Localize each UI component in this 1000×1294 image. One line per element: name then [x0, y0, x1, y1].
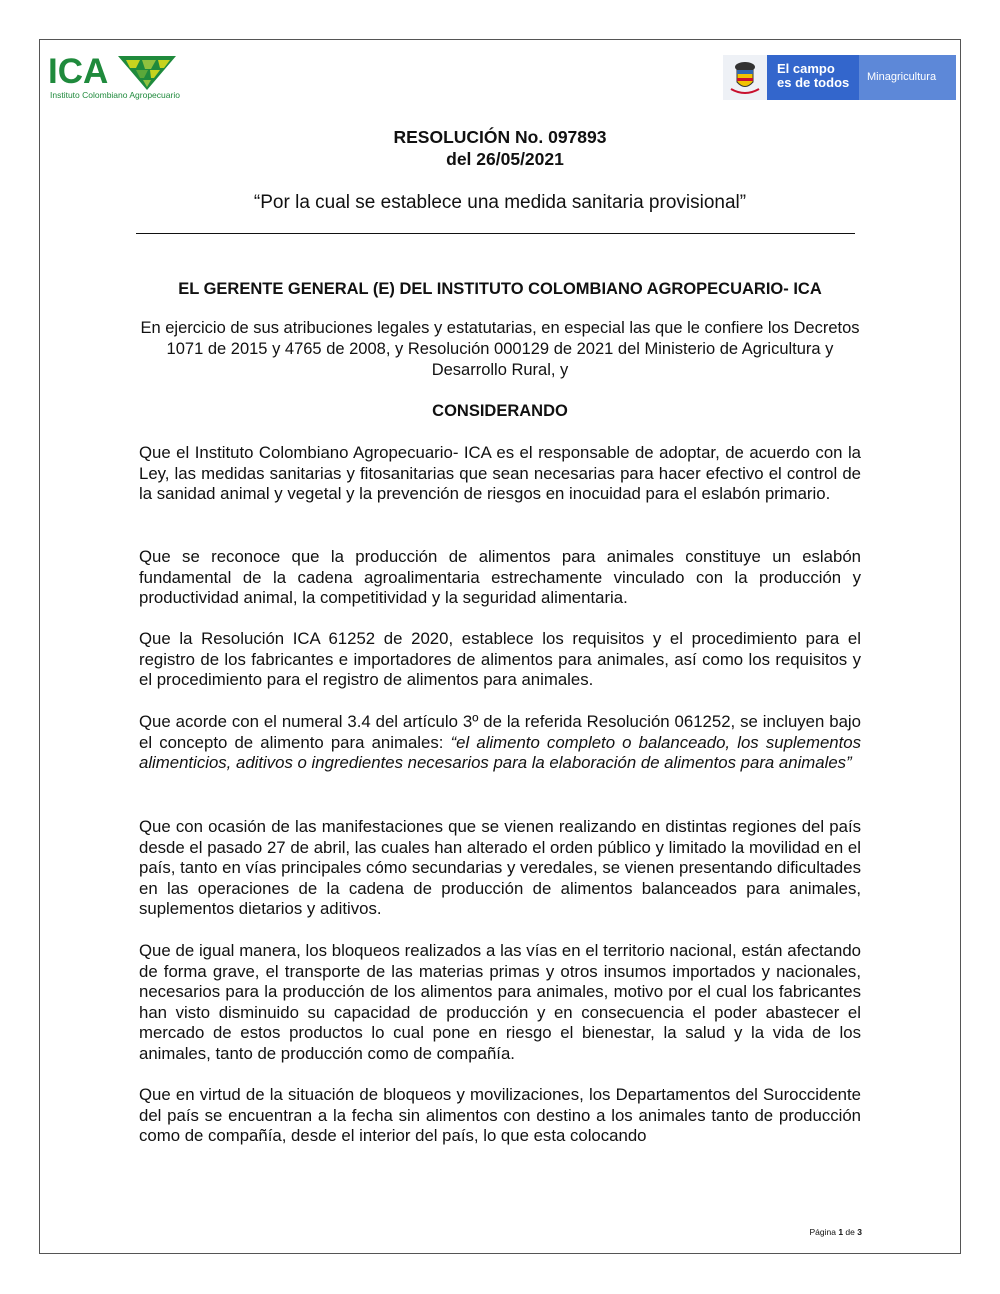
ministry-name: Minagricultura	[867, 71, 937, 83]
page-of: de	[845, 1227, 855, 1237]
ica-chevron-icon	[118, 56, 176, 90]
gov-slogan-panel	[767, 55, 859, 100]
page-number	[760, 1227, 862, 1237]
page-current: 1	[838, 1227, 844, 1237]
considerando-paragraph: Que se reconoce que la producción de alimentos para animales constituye un eslabón fundamental de la cadena agroalimentaria estrechamente vinculado con la producción y productividad animal, la competitividad y la seguridad alimentaria.	[139, 547, 861, 608]
legal-powers: En ejercicio de sus atribuciones legales y estatutarias, en especial las que le confiere los Decretos 1071 de 2015 y 4765 de 2008, y Resolución 000129 de 2021 del Ministerio de Agricultura y Desarrollo Rural, y	[140, 319, 860, 379]
ica-logo-subtitle: Instituto Colombiano Agropecuario	[50, 90, 180, 100]
coat-of-arms-icon	[723, 55, 767, 100]
considerando-paragraph	[139, 712, 861, 774]
quoted-definition: “el alimento completo o balanceado, los suplementos alimenticios, aditivos o ingredientes necesarios para la elaboración de alimentos para animales”	[139, 732, 861, 773]
resolution-date: del 26/05/2021	[446, 149, 564, 169]
ministry-panel	[859, 55, 956, 100]
considerando-paragraph: Que de igual manera, los bloqueos realizados a las vías en el territorio nacional, están afectando de forma grave, el transporte de las materias primas y otros insumos importados y nacionales, necesarios para la producción de los alimentos para animales, motivo por el cual los fabricantes han visto disminuido su capacidad de producción y en consecuencia el poder abastecer el mercado de estos productos lo cual pone en riesgo el bienestar, la salud y la vida de los animales, tanto de producción como de compañía.	[139, 941, 861, 1063]
resolution-title: RESOLUCIÓN No. 097893	[393, 127, 607, 147]
coat-of-arms	[723, 55, 767, 100]
considerando-paragraph: Que en virtud de la situación de bloqueos y movilizaciones, los Departamentos del Suroccidente del país se encuentran a la fecha sin alimentos con destino a los animales tanto de producción como de compañía, desde el interior del país, lo que esta colocando	[139, 1085, 861, 1146]
ica-logo-text: ICA	[48, 52, 109, 91]
resolution-subject: “Por la cual se establece una medida sanitaria provisional”	[253, 192, 747, 213]
gov-slogan: El campo es de todos	[777, 61, 850, 90]
page-total: 3	[857, 1227, 862, 1237]
considerando-paragraph: Que el Instituto Colombiano Agropecuario- ICA es el responsable de adoptar, de acuerdo con la Ley, las medidas sanitarias y fitosanitarias que sean necesarias para hacer efectivo el control de la sanidad animal y vegetal y la prevención de riesgos en inocuidad para el eslabón primario.	[139, 443, 861, 504]
ica-logo	[48, 54, 183, 100]
title-divider	[136, 233, 855, 234]
page-label: Página	[809, 1227, 836, 1237]
considerando-heading: CONSIDERANDO	[432, 402, 568, 420]
considerando-paragraph: Que con ocasión de las manifestaciones que se vienen realizando en distintas regiones del país desde el pasado 27 de abril, las cuales han alterado el orden público y limitado la movilidad en el país, tanto en vías principales cómo secundarias y veredales, se vienen presentando dificultades en las operaciones de la cadena de producción de alimentos balanceados para animales, suplementos dietarios y aditivos.	[139, 817, 861, 919]
considerando-paragraph: Que la Resolución ICA 61252 de 2020, establece los requisitos y el procedimiento para el registro de los fabricantes e importadores de alimentos para animales, así como los requisitos y el procedimiento para el registro de alimentos para animales.	[139, 629, 861, 690]
issuing-authority: EL GERENTE GENERAL (E) DEL INSTITUTO COLOMBIANO AGROPECUARIO- ICA	[178, 280, 822, 298]
government-logo	[723, 55, 956, 100]
paragraph-intro: Que acorde con el numeral 3.4 del artículo 3º de la referida Resolución 061252, se incluyen bajo el concepto de alimento para animales:	[139, 712, 861, 752]
